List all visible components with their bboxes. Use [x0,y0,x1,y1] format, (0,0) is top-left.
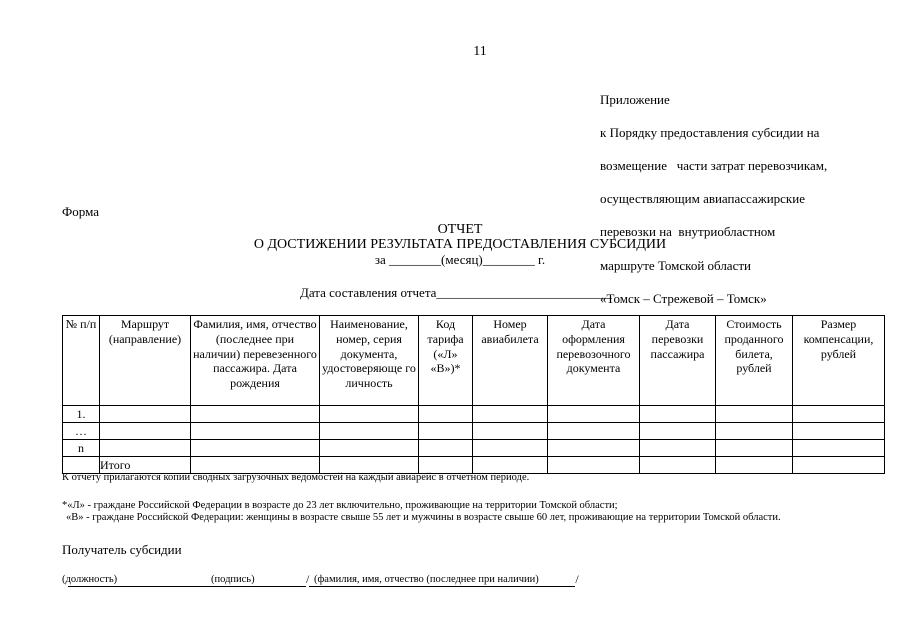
row-number-cell: n [63,440,100,457]
report-table [62,315,885,474]
table-total-row [63,457,885,474]
page-number: 11 [473,44,487,59]
table-header-row [63,316,885,406]
appendix-block [600,75,890,324]
table-header-cell: Дата перевозки пассажира [640,316,716,406]
appendix-line: к Порядку предоставления субсидии на [600,124,820,140]
footnote-v: «В» - граждане Российской Федерации: женщины в возрасте свыше 55 лет и мужчины в возрасте свыше 60 лет, проживающие на территории Томской области. [66,512,781,523]
appendix-line: Приложение [600,91,670,107]
appendix-line: перевозки на внутриобластном [600,224,776,240]
report-title-line1: ОТЧЕТ [437,222,483,237]
appendix-line: «Томск – Стрежевой – Томск» [600,290,767,306]
table-row [63,423,885,440]
table-row [63,406,885,423]
report-title [0,222,905,252]
total-label: Итого [100,457,191,474]
table-header-cell: Наименование, номер, серия документа, удостоверяюще го личность [320,316,419,406]
signature-caption: (подпись) [211,574,255,585]
report-period: за ________(месяц)________ г. [374,252,546,267]
separator-slash: / [575,572,579,586]
table-row [63,440,885,457]
table-header-cell: № п/п [63,316,100,406]
recipient-label: Получатель субсидии [62,542,182,557]
table-header-cell: Фамилия, имя, отчество (последнее при наличии) перевезенного пассажира. Дата рождения [191,316,320,406]
footnote-l: *«Л» - граждане Российской Федерации в возрасте до 23 лет включительно, проживающие на территории Томской области; [62,500,618,511]
table-header-cell: Дата оформления перевозочного документа [548,316,640,406]
date-compiled-field: Дата составления отчета___________________________ [300,285,612,300]
table-header-cell: Маршрут (направление) [100,316,191,406]
table-header-cell: Номер авиабилета [473,316,548,406]
table-header-cell: Стоимость проданного билета, рублей [716,316,793,406]
appendix-line: осуществляющим авиапассажирские [600,191,805,207]
report-title-line2: О ДОСТИЖЕНИИ РЕЗУЛЬТАТА ПРЕДОСТАВЛЕНИЯ СУБСИДИИ [253,237,667,252]
appendix-line: возмещение части затрат перевозчикам, [600,157,828,173]
separator-slash: / [306,572,310,586]
row-number-cell: 1. [63,406,100,423]
attachment-note: К отчету прилагаются копии сводных загрузочных ведомостей на каждый авиарейс в отчетном периоде. [62,472,530,483]
name-caption: (фамилия, имя, отчество (последнее при наличии) [314,574,539,585]
position-caption: (должность) [62,574,118,585]
table-header-cell: Размер компенсации, рублей [793,316,885,406]
table-header-cell: Код тарифа («Л» «В»)* [419,316,473,406]
appendix-line: маршруте Томской области [600,257,751,273]
row-number-cell: … [63,423,100,440]
form-label: Форма [62,204,99,219]
